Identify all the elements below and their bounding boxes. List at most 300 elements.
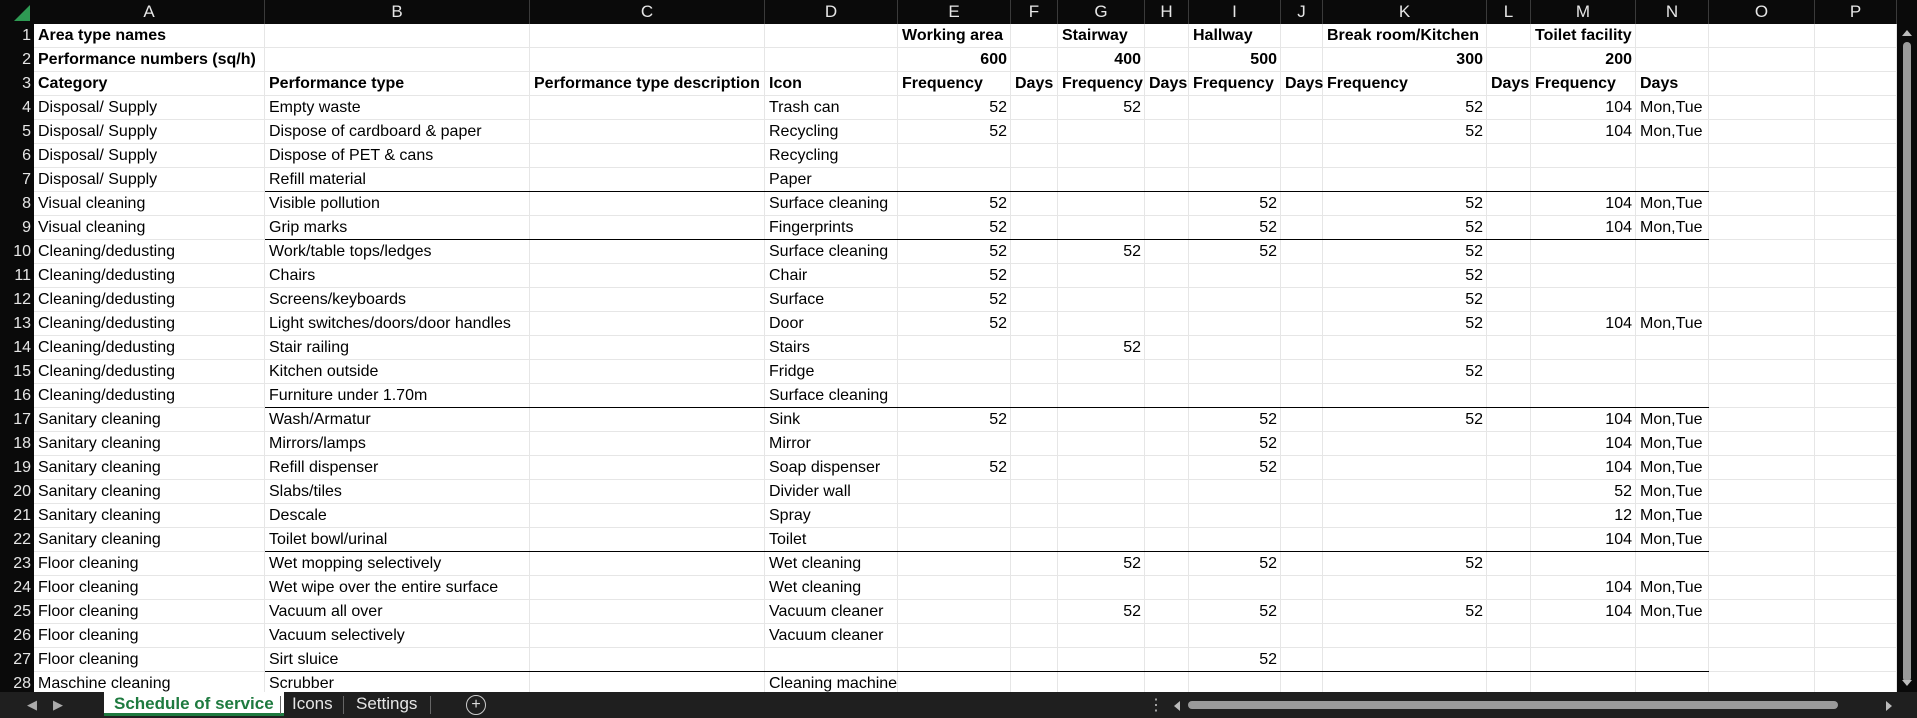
cell-n1[interactable] xyxy=(1636,24,1709,48)
cell-j13[interactable] xyxy=(1281,312,1323,336)
cell-a21[interactable]: Sanitary cleaning xyxy=(38,507,161,524)
cell-a5[interactable]: Disposal/ Supply xyxy=(38,123,158,140)
cell-e27[interactable] xyxy=(898,648,1011,672)
cell-h9[interactable] xyxy=(1145,216,1189,240)
cell-c9[interactable] xyxy=(530,216,765,240)
cell-d26[interactable]: Vacuum cleaner xyxy=(769,627,884,644)
cell-b2[interactable] xyxy=(265,48,530,72)
cell-j6[interactable] xyxy=(1281,144,1323,168)
cell-d20[interactable]: Divider wall xyxy=(769,483,851,500)
cell-e21[interactable] xyxy=(898,504,1011,528)
cell-k22[interactable] xyxy=(1323,528,1487,552)
select-all-button[interactable] xyxy=(0,0,34,24)
cell-n2[interactable] xyxy=(1636,48,1709,72)
cell-k23[interactable]: 52 xyxy=(1465,555,1483,572)
cell-a7[interactable]: Disposal/ Supply xyxy=(38,171,158,188)
row-header[interactable]: 15 xyxy=(13,363,31,380)
cell-c20[interactable] xyxy=(530,480,765,504)
cell-n26[interactable] xyxy=(1636,624,1709,648)
cell-m5[interactable]: 104 xyxy=(1605,123,1632,140)
cell-b27[interactable]: Sirt sluice xyxy=(265,648,530,672)
cell-n17[interactable]: Mon,Tue xyxy=(1640,411,1703,428)
cell-h27[interactable] xyxy=(1145,648,1189,672)
cell-n12[interactable] xyxy=(1636,288,1709,312)
row-header[interactable]: 27 xyxy=(13,651,31,668)
cell-j10[interactable] xyxy=(1281,240,1323,264)
cell-n19[interactable]: Mon,Tue xyxy=(1640,459,1703,476)
cell-h24[interactable] xyxy=(1145,576,1189,600)
cell-b10[interactable]: Work/table tops/ledges xyxy=(269,243,432,260)
cell-g18[interactable] xyxy=(1058,432,1145,456)
cell-m20[interactable]: 52 xyxy=(1614,483,1632,500)
cell-j17[interactable] xyxy=(1281,408,1323,432)
row-header[interactable]: 6 xyxy=(22,147,31,164)
row-header[interactable]: 5 xyxy=(22,123,31,140)
cell-c10[interactable] xyxy=(530,240,765,264)
cell-a3[interactable]: Category xyxy=(38,75,108,92)
cell-g26[interactable] xyxy=(1058,624,1145,648)
cell-e1[interactable]: Working area xyxy=(902,27,1004,44)
cell-j3[interactable]: Days xyxy=(1285,75,1324,92)
cell-e20[interactable] xyxy=(898,480,1011,504)
cell-l1[interactable] xyxy=(1487,24,1531,48)
cell-k25[interactable]: 52 xyxy=(1465,603,1483,620)
cell-b28[interactable]: Scrubber xyxy=(269,675,334,692)
cell-e25[interactable] xyxy=(898,600,1011,624)
cell-i18[interactable]: 52 xyxy=(1259,435,1277,452)
cell-m18[interactable]: 104 xyxy=(1605,435,1632,452)
cell-n5[interactable]: Mon,Tue xyxy=(1640,123,1703,140)
cell-f20[interactable] xyxy=(1011,480,1058,504)
cell-k12[interactable]: 52 xyxy=(1465,291,1483,308)
cell-a14[interactable]: Cleaning/dedusting xyxy=(38,339,175,356)
cell-d14[interactable]: Stairs xyxy=(769,339,810,356)
cell-h17[interactable] xyxy=(1145,408,1189,432)
cell-g12[interactable] xyxy=(1058,288,1145,312)
cell-i24[interactable] xyxy=(1189,576,1281,600)
cell-a17[interactable]: Sanitary cleaning xyxy=(38,411,161,428)
row-header[interactable]: 2 xyxy=(22,51,31,68)
cell-f2[interactable] xyxy=(1011,48,1058,72)
cell-j4[interactable] xyxy=(1281,96,1323,120)
cell-a6[interactable]: Disposal/ Supply xyxy=(38,147,158,164)
cell-f25[interactable] xyxy=(1011,600,1058,624)
cell-f13[interactable] xyxy=(1011,312,1058,336)
column-header-c[interactable]: C xyxy=(530,0,765,24)
cell-f15[interactable] xyxy=(1011,360,1058,384)
horizontal-scrollbar[interactable] xyxy=(1148,692,1900,718)
cell-e11[interactable]: 52 xyxy=(989,267,1007,284)
scroll-left-arrow-icon[interactable] xyxy=(1174,701,1180,711)
cell-d25[interactable]: Vacuum cleaner xyxy=(769,603,884,620)
cell-k10[interactable]: 52 xyxy=(1465,243,1483,260)
cell-k2[interactable]: 300 xyxy=(1456,51,1483,68)
column-header-j[interactable]: J xyxy=(1281,0,1323,24)
cell-h16[interactable] xyxy=(1145,384,1189,408)
cell-c5[interactable] xyxy=(530,120,765,144)
cell-k27[interactable] xyxy=(1323,648,1487,672)
row-header[interactable]: 24 xyxy=(13,579,31,596)
cell-k5[interactable]: 52 xyxy=(1465,123,1483,140)
cell-m16[interactable] xyxy=(1531,384,1636,408)
cell-l12[interactable] xyxy=(1487,288,1531,312)
cell-f1[interactable] xyxy=(1011,24,1058,48)
cell-b18[interactable]: Mirrors/lamps xyxy=(269,435,366,452)
cell-d5[interactable]: Recycling xyxy=(769,123,839,140)
row-header[interactable]: 14 xyxy=(13,339,31,356)
cell-n28[interactable] xyxy=(1636,672,1709,692)
cell-g23[interactable]: 52 xyxy=(1123,555,1141,572)
cell-i8[interactable]: 52 xyxy=(1259,195,1277,212)
cell-f21[interactable] xyxy=(1011,504,1058,528)
cell-c3[interactable]: Performance type description xyxy=(534,75,760,92)
cell-i20[interactable] xyxy=(1189,480,1281,504)
column-header-m[interactable]: M xyxy=(1531,0,1636,24)
cell-h1[interactable] xyxy=(1145,24,1189,48)
ellipsis-icon[interactable]: ⋮ xyxy=(1148,697,1164,714)
cell-e7[interactable] xyxy=(898,168,1011,192)
cell-h11[interactable] xyxy=(1145,264,1189,288)
cell-j21[interactable] xyxy=(1281,504,1323,528)
cell-g15[interactable] xyxy=(1058,360,1145,384)
cell-l21[interactable] xyxy=(1487,504,1531,528)
cell-i10[interactable]: 52 xyxy=(1259,243,1277,260)
column-header-p[interactable]: P xyxy=(1815,0,1897,24)
cell-b16[interactable]: Furniture under 1.70m xyxy=(265,384,530,408)
cell-n11[interactable] xyxy=(1636,264,1709,288)
cell-b9[interactable]: Grip marks xyxy=(265,216,530,240)
cell-a16[interactable]: Cleaning/dedusting xyxy=(38,387,175,404)
cell-e12[interactable]: 52 xyxy=(989,291,1007,308)
cell-m15[interactable] xyxy=(1531,360,1636,384)
cell-f10[interactable] xyxy=(1011,240,1058,264)
cell-b19[interactable]: Refill dispenser xyxy=(269,459,379,476)
column-header-i[interactable]: I xyxy=(1189,0,1281,24)
cell-l9[interactable] xyxy=(1487,216,1531,240)
cell-e28[interactable] xyxy=(898,672,1011,692)
cell-a15[interactable]: Cleaning/dedusting xyxy=(38,363,175,380)
column-header-o[interactable]: O xyxy=(1709,0,1815,24)
cell-b11[interactable]: Chairs xyxy=(269,267,316,284)
cell-b4[interactable]: Empty waste xyxy=(269,99,361,116)
cell-e23[interactable] xyxy=(898,552,1011,576)
cell-m14[interactable] xyxy=(1531,336,1636,360)
cell-d8[interactable]: Surface cleaning xyxy=(769,195,889,212)
cell-e9[interactable]: 52 xyxy=(898,216,1011,240)
cell-l13[interactable] xyxy=(1487,312,1531,336)
cell-h23[interactable] xyxy=(1145,552,1189,576)
cell-d11[interactable]: Chair xyxy=(769,267,808,284)
cell-f17[interactable] xyxy=(1011,408,1058,432)
cell-b12[interactable]: Screens/keyboards xyxy=(269,291,406,308)
cell-j23[interactable] xyxy=(1281,552,1323,576)
cell-g19[interactable] xyxy=(1058,456,1145,480)
cell-h6[interactable] xyxy=(1145,144,1189,168)
cell-d10[interactable]: Surface cleaning xyxy=(769,243,889,260)
cell-k1[interactable]: Break room/Kitchen xyxy=(1327,27,1480,44)
cell-d23[interactable]: Wet cleaning xyxy=(769,555,862,572)
cell-k9[interactable]: 52 xyxy=(1323,216,1487,240)
cell-k13[interactable]: 52 xyxy=(1465,315,1483,332)
cell-e4[interactable]: 52 xyxy=(989,99,1007,116)
cell-l7[interactable] xyxy=(1487,168,1531,192)
cell-b24[interactable]: Wet wipe over the entire surface xyxy=(269,579,499,596)
cell-n14[interactable] xyxy=(1636,336,1709,360)
cell-g22[interactable] xyxy=(1058,528,1145,552)
cell-b26[interactable]: Vacuum selectively xyxy=(269,627,405,644)
cell-n24[interactable]: Mon,Tue xyxy=(1640,579,1703,596)
cell-b13[interactable]: Light switches/doors/door handles xyxy=(269,315,511,332)
cell-a8[interactable]: Visual cleaning xyxy=(38,195,146,212)
horizontal-scroll-thumb[interactable] xyxy=(1188,701,1838,709)
chevron-right-icon[interactable]: ▶ xyxy=(53,697,63,712)
column-header-g[interactable]: G xyxy=(1058,0,1145,24)
cell-n13[interactable]: Mon,Tue xyxy=(1640,315,1703,332)
cell-h7[interactable] xyxy=(1145,168,1189,192)
cell-c16[interactable] xyxy=(530,384,765,408)
cell-l28[interactable] xyxy=(1487,672,1531,692)
cell-f4[interactable] xyxy=(1011,96,1058,120)
cell-d1[interactable] xyxy=(765,24,898,48)
row-header[interactable]: 7 xyxy=(22,171,31,188)
cell-f24[interactable] xyxy=(1011,576,1058,600)
cell-l5[interactable] xyxy=(1487,120,1531,144)
cell-h14[interactable] xyxy=(1145,336,1189,360)
cell-a9[interactable]: Visual cleaning xyxy=(38,219,146,236)
cell-f12[interactable] xyxy=(1011,288,1058,312)
cell-i22[interactable] xyxy=(1189,528,1281,552)
cell-i3[interactable]: Frequency xyxy=(1193,75,1274,92)
cell-b6[interactable]: Dispose of PET & cans xyxy=(269,147,434,164)
cell-j2[interactable] xyxy=(1281,48,1323,72)
cell-h21[interactable] xyxy=(1145,504,1189,528)
cell-i12[interactable] xyxy=(1189,288,1281,312)
cell-l14[interactable] xyxy=(1487,336,1531,360)
cell-g1[interactable]: Stairway xyxy=(1062,27,1128,44)
cell-c12[interactable] xyxy=(530,288,765,312)
cell-a4[interactable]: Disposal/ Supply xyxy=(38,99,158,116)
cell-b14[interactable]: Stair railing xyxy=(269,339,350,356)
cell-g9[interactable] xyxy=(1058,216,1145,240)
cell-j22[interactable] xyxy=(1281,528,1323,552)
row-header[interactable]: 21 xyxy=(13,507,31,524)
cell-i16[interactable] xyxy=(1189,384,1281,408)
cell-l17[interactable] xyxy=(1487,408,1531,432)
cell-j14[interactable] xyxy=(1281,336,1323,360)
tab-icons[interactable]: Icons xyxy=(292,694,333,713)
cell-m28[interactable] xyxy=(1531,672,1636,692)
cell-h26[interactable] xyxy=(1145,624,1189,648)
cell-g28[interactable] xyxy=(1058,672,1145,692)
chevron-left-icon[interactable]: ◀ xyxy=(27,697,37,712)
cell-i4[interactable] xyxy=(1189,96,1281,120)
cell-d19[interactable]: Soap dispenser xyxy=(769,459,881,476)
cell-k17[interactable]: 52 xyxy=(1465,411,1483,428)
cell-l23[interactable] xyxy=(1487,552,1531,576)
cell-m9[interactable]: 104 xyxy=(1531,216,1636,240)
cell-f14[interactable] xyxy=(1011,336,1058,360)
column-header-d[interactable]: D xyxy=(765,0,898,24)
cell-c6[interactable] xyxy=(530,144,765,168)
cell-n20[interactable]: Mon,Tue xyxy=(1640,483,1703,500)
cell-h20[interactable] xyxy=(1145,480,1189,504)
cell-h22[interactable] xyxy=(1145,528,1189,552)
cell-d6[interactable]: Recycling xyxy=(769,147,839,164)
cell-e26[interactable] xyxy=(898,624,1011,648)
cell-k24[interactable] xyxy=(1323,576,1487,600)
cell-j12[interactable] xyxy=(1281,288,1323,312)
cell-k21[interactable] xyxy=(1323,504,1487,528)
cell-l2[interactable] xyxy=(1487,48,1531,72)
cell-i13[interactable] xyxy=(1189,312,1281,336)
cell-c14[interactable] xyxy=(530,336,765,360)
cell-b1[interactable] xyxy=(265,24,530,48)
cell-a11[interactable]: Cleaning/dedusting xyxy=(38,267,175,284)
cell-g7[interactable] xyxy=(1058,168,1145,192)
cell-m13[interactable]: 104 xyxy=(1605,315,1632,332)
cell-d2[interactable] xyxy=(765,48,898,72)
row-header[interactable]: 28 xyxy=(13,675,31,692)
cell-d13[interactable]: Door xyxy=(769,315,804,332)
cell-j15[interactable] xyxy=(1281,360,1323,384)
cell-b15[interactable]: Kitchen outside xyxy=(269,363,379,380)
cell-l11[interactable] xyxy=(1487,264,1531,288)
cell-k3[interactable]: Frequency xyxy=(1327,75,1408,92)
row-header[interactable]: 23 xyxy=(13,555,31,572)
cell-h18[interactable] xyxy=(1145,432,1189,456)
column-header-a[interactable]: A xyxy=(34,0,265,24)
cell-i11[interactable] xyxy=(1189,264,1281,288)
column-header-l[interactable]: L xyxy=(1487,0,1531,24)
row-header[interactable]: 13 xyxy=(13,315,31,332)
cell-b17[interactable]: Wash/Armatur xyxy=(269,411,371,428)
row-header[interactable]: 4 xyxy=(22,99,31,116)
cell-g17[interactable] xyxy=(1058,408,1145,432)
cell-j20[interactable] xyxy=(1281,480,1323,504)
cell-f8[interactable] xyxy=(1011,192,1058,216)
cell-l27[interactable] xyxy=(1487,648,1531,672)
cell-g10[interactable]: 52 xyxy=(1123,243,1141,260)
cell-m11[interactable] xyxy=(1531,264,1636,288)
cell-n21[interactable]: Mon,Tue xyxy=(1640,507,1703,524)
cell-g20[interactable] xyxy=(1058,480,1145,504)
cell-a23[interactable]: Floor cleaning xyxy=(38,555,139,572)
cell-c24[interactable] xyxy=(530,576,765,600)
cell-l18[interactable] xyxy=(1487,432,1531,456)
cell-g14[interactable]: 52 xyxy=(1123,339,1141,356)
cell-i5[interactable] xyxy=(1189,120,1281,144)
cell-c27[interactable] xyxy=(530,648,765,672)
scroll-up-arrow-icon[interactable] xyxy=(1902,30,1912,36)
cell-j5[interactable] xyxy=(1281,120,1323,144)
cell-e3[interactable]: Frequency xyxy=(902,75,983,92)
cell-i27[interactable]: 52 xyxy=(1189,648,1281,672)
cell-l4[interactable] xyxy=(1487,96,1531,120)
vertical-scroll-thumb[interactable] xyxy=(1903,42,1911,682)
cell-j18[interactable] xyxy=(1281,432,1323,456)
cell-f11[interactable] xyxy=(1011,264,1058,288)
cell-h3[interactable]: Days xyxy=(1149,75,1188,92)
cell-d18[interactable]: Mirror xyxy=(769,435,811,452)
cell-b5[interactable]: Dispose of cardboard & paper xyxy=(269,123,482,140)
cell-a10[interactable]: Cleaning/dedusting xyxy=(38,243,175,260)
cell-c18[interactable] xyxy=(530,432,765,456)
cell-l16[interactable] xyxy=(1487,384,1531,408)
cell-e10[interactable]: 52 xyxy=(989,243,1007,260)
cell-h15[interactable] xyxy=(1145,360,1189,384)
cell-f7[interactable] xyxy=(1011,168,1058,192)
cell-g2[interactable]: 400 xyxy=(1114,51,1141,68)
cell-k15[interactable]: 52 xyxy=(1465,363,1483,380)
cell-e5[interactable]: 52 xyxy=(989,123,1007,140)
cell-m4[interactable]: 104 xyxy=(1605,99,1632,116)
cell-a12[interactable]: Cleaning/dedusting xyxy=(38,291,175,308)
row-header[interactable]: 26 xyxy=(13,627,31,644)
cell-n15[interactable] xyxy=(1636,360,1709,384)
cell-f3[interactable]: Days xyxy=(1015,75,1054,92)
cell-n7[interactable] xyxy=(1636,168,1709,192)
row-header[interactable]: 1 xyxy=(22,27,31,44)
cell-j28[interactable] xyxy=(1281,672,1323,692)
cell-f23[interactable] xyxy=(1011,552,1058,576)
cell-g3[interactable]: Frequency xyxy=(1062,75,1143,92)
row-header[interactable]: 10 xyxy=(13,243,31,260)
cell-a26[interactable]: Floor cleaning xyxy=(38,627,139,644)
cell-e8[interactable]: 52 xyxy=(989,195,1007,212)
cell-b3[interactable]: Performance type xyxy=(269,75,405,92)
cell-l26[interactable] xyxy=(1487,624,1531,648)
row-header[interactable]: 9 xyxy=(22,219,31,236)
cell-g6[interactable] xyxy=(1058,144,1145,168)
row-header[interactable]: 22 xyxy=(13,531,31,548)
cell-e17[interactable]: 52 xyxy=(989,411,1007,428)
cell-b23[interactable]: Wet mopping selectively xyxy=(269,555,442,572)
row-header[interactable]: 18 xyxy=(13,435,31,452)
cell-e6[interactable] xyxy=(898,144,1011,168)
cell-i6[interactable] xyxy=(1189,144,1281,168)
cell-d3[interactable]: Icon xyxy=(769,75,802,92)
cell-i14[interactable] xyxy=(1189,336,1281,360)
cell-m1[interactable]: Toilet facility xyxy=(1535,27,1632,44)
cell-i17[interactable]: 52 xyxy=(1259,411,1277,428)
column-header-h[interactable]: H xyxy=(1145,0,1189,24)
cell-j24[interactable] xyxy=(1281,576,1323,600)
cell-d17[interactable]: Sink xyxy=(769,411,801,428)
cell-m27[interactable] xyxy=(1531,648,1636,672)
cell-e2[interactable]: 600 xyxy=(980,51,1007,68)
cell-c15[interactable] xyxy=(530,360,765,384)
cell-h2[interactable] xyxy=(1145,48,1189,72)
cell-f19[interactable] xyxy=(1011,456,1058,480)
cell-j8[interactable] xyxy=(1281,192,1323,216)
cell-d24[interactable]: Wet cleaning xyxy=(769,579,862,596)
cell-d15[interactable]: Fridge xyxy=(769,363,815,380)
tab-schedule-of-service[interactable]: Schedule of service xyxy=(104,692,284,716)
cell-d28[interactable]: Cleaning machine xyxy=(769,675,898,692)
cell-g13[interactable] xyxy=(1058,312,1145,336)
cell-l19[interactable] xyxy=(1487,456,1531,480)
cell-l3[interactable]: Days xyxy=(1491,75,1530,92)
cell-c8[interactable] xyxy=(530,192,765,216)
cell-d22[interactable]: Toilet xyxy=(765,528,898,552)
cell-h8[interactable] xyxy=(1145,192,1189,216)
cell-j16[interactable] xyxy=(1281,384,1323,408)
cell-f22[interactable] xyxy=(1011,528,1058,552)
cell-j9[interactable] xyxy=(1281,216,1323,240)
cell-a2[interactable]: Performance numbers (sq/h) xyxy=(38,51,256,68)
cell-i15[interactable] xyxy=(1189,360,1281,384)
cell-i2[interactable]: 500 xyxy=(1250,51,1277,68)
